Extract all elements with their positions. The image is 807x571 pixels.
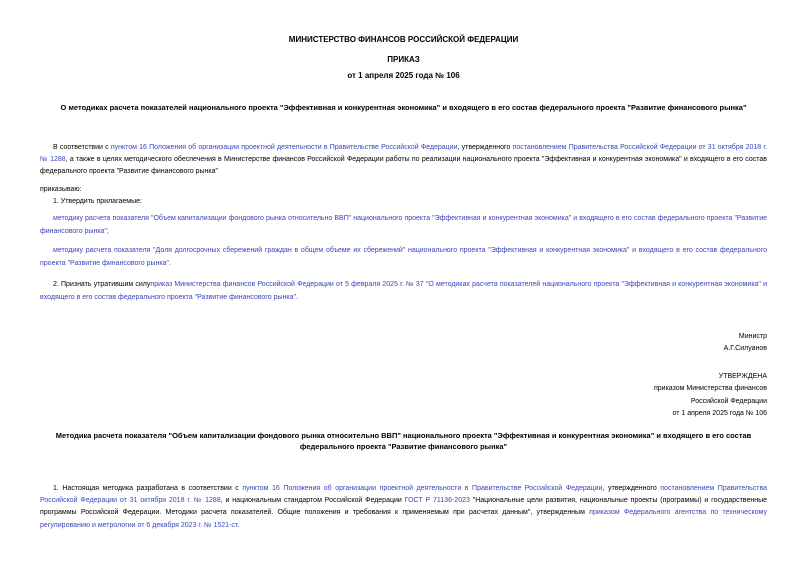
approval-line: приказом Министерства финансов xyxy=(653,385,767,393)
text-run: , и национальным стандартом Российской Федерации xyxy=(220,496,405,504)
text-run: , утвержденного xyxy=(602,484,661,492)
ministry-name: МИНИСТЕРСТВО ФИНАНСОВ РОССИЙСКОЙ ФЕДЕРАЦИИ xyxy=(288,35,519,44)
approval-block xyxy=(40,371,767,421)
document-link[interactable]: постановлением Правительства Российской Федерации от 31 октября 2018 г. № 1288 xyxy=(40,484,767,504)
document-link[interactable]: методику расчета показателя "Объем капитализации фондового рынка относительно ВВП" национального проекта "Эффективная и конкурентная экономика" и входящего в его состав федерального проекта "Развитие финансового рынка"; xyxy=(40,215,767,235)
paragraph-intro xyxy=(40,142,767,179)
text-run: "Национальные цели развития, национальные проекты (программы) и государственные программы Российской Федерации. Методики расчета показателей. Общие положения и требования к применяемым при расчетах данным", утвержденным xyxy=(40,496,767,517)
signature-block xyxy=(40,331,767,356)
document-link[interactable]: методику расчета показателя "Доля долгосрочных сбережений граждан в общем объеме их сбережений" национального проекта "Эффективная и конкурентная экономика" и входящего в его состав федерального проекта "Развитие финансового рынка". xyxy=(40,247,767,267)
text-run: В соответствии с xyxy=(53,143,111,151)
approval-line: УТВЕРЖДЕНА xyxy=(718,372,767,380)
paragraph-approve-item: 1. Утвердить прилагаемые: xyxy=(53,198,142,206)
approval-line: от 1 апреля 2025 года № 106 xyxy=(672,410,767,418)
document-link[interactable]: постановлением Правительства Российской Федерации от 31 октября 2018 г. № 1288 xyxy=(40,143,768,163)
text-run: 1. Настоящая методика разработана в соответствии с xyxy=(53,484,243,492)
document-link[interactable]: пунктом 16 Положения об организации проектной деятельности в Правительстве Российской Федерации xyxy=(110,143,458,151)
paragraph-methodology-link-1 xyxy=(40,213,767,238)
paragraph-methodology xyxy=(40,483,767,533)
text-run: , утвержденного xyxy=(457,143,513,151)
paragraph-order-word: приказываю: xyxy=(40,185,82,193)
text-run: 2. Признать утратившим силу xyxy=(53,281,151,289)
document-type: ПРИКАЗ xyxy=(387,55,420,64)
signature-name: А.Г.Силуанов xyxy=(723,344,767,352)
methodology-title: Методика расчета показателя "Объем капитализации фондового рынка относительно ВВП" национального проекта "Эффективная и конкурентная экономика" и входящего в его состав федерального проекта "Развитие финансового рынка" xyxy=(55,430,752,451)
paragraph-revoke xyxy=(40,279,767,304)
signature-title: Министр xyxy=(738,332,767,340)
approval-line: Российской Федерации xyxy=(690,397,767,405)
document-subject-title: О методиках расчета показателей национального проекта "Эффективная и конкурентная экономика" и входящего в его состав федерального проекта "Развитие финансового рынка" xyxy=(60,103,747,112)
text-run: , а также в целях методического обеспечения в Министерстве финансов Российской Федерации работы по реализации национального проекта "Эффективная и конкурентная экономика" и входящего в его состав федерального проекта "Развитие финансового рынка" xyxy=(40,155,767,176)
document-date-number: от 1 апреля 2025 года № 106 xyxy=(347,71,460,80)
document-link[interactable]: ГОСТ Р 71136-2023 xyxy=(404,496,470,504)
document-link[interactable]: приказ Министерства финансов Российской Федерации от 5 февраля 2025 г. № 37 "О методиках расчета показателей национального проекта "Эффективная и конкурентная экономика" и входящего в его состав федерального проекта "Развитие финансового рынка". xyxy=(40,281,767,301)
document-link[interactable]: приказом Федерального агентства по техническому регулированию и метрологии от 6 декабря 2023 г. № 1521-ст xyxy=(40,509,768,529)
text-run: . xyxy=(237,521,240,529)
document-link[interactable]: пунктом 16 Положения об организации проектной деятельности в Правительстве Российской Федерации xyxy=(242,484,603,492)
paragraph-methodology-link-2 xyxy=(40,245,767,270)
